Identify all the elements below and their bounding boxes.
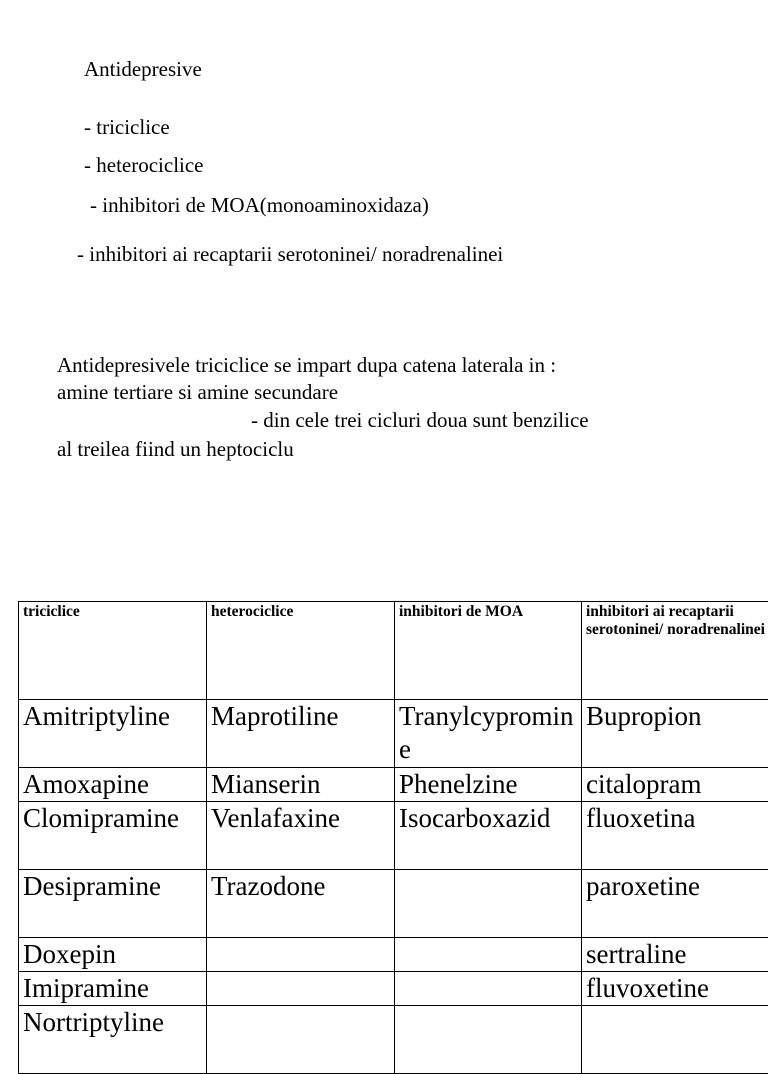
header-cell: inhibitori de MOA	[395, 602, 582, 700]
table-cell: Amoxapine	[19, 768, 207, 802]
table-cell: Tranylcypromine	[395, 700, 582, 768]
table-cell	[207, 972, 395, 1006]
table-cell: sertraline	[582, 938, 768, 972]
table-cell: Bupropion	[582, 700, 768, 768]
table-cell: Mianserin	[207, 768, 395, 802]
table-cell: fluvoxetine	[582, 972, 768, 1006]
table-cell: fluoxetina	[582, 802, 768, 870]
paragraph-line-3: - din cele trei cicluri doua sunt benzilice	[251, 406, 589, 435]
header-cell: triciclice	[19, 602, 207, 700]
table-cell: Doxepin	[19, 938, 207, 972]
class-item-moa-inhibitors: - inhibitori de MOA(monoaminoxidaza)	[90, 193, 429, 217]
table-header-row	[19, 602, 768, 700]
table-cell: Nortriptyline	[19, 1006, 207, 1074]
table-cell	[395, 938, 582, 972]
table-cell: Venlafaxine	[207, 802, 395, 870]
table-cell	[207, 1006, 395, 1074]
table-cell: Trazodone	[207, 870, 395, 938]
paragraph-line-2: amine tertiare si amine secundare	[57, 378, 338, 407]
paragraph-line-1: Antidepresivele triciclice se impart dupa catena laterala in :	[57, 351, 556, 380]
table-cell	[395, 1006, 582, 1074]
page-heading: Antidepresive	[84, 57, 202, 81]
table-row	[19, 700, 768, 768]
table-cell: citalopram	[582, 768, 768, 802]
table-row	[19, 1006, 768, 1074]
table-cell: Amitriptyline	[19, 700, 207, 768]
table-row	[19, 972, 768, 1006]
table-cell: Clomipramine	[19, 802, 207, 870]
class-item-heterociclice: - heterociclice	[84, 153, 204, 177]
table-row	[19, 768, 768, 802]
table-row	[19, 938, 768, 972]
table-cell	[395, 972, 582, 1006]
class-item-reuptake-inhibitors: - inhibitori ai recaptarii serotoninei/ noradrenalinei	[77, 242, 503, 266]
class-item-triciclice: - triciclice	[84, 115, 170, 139]
table-cell: Maprotiline	[207, 700, 395, 768]
table-cell	[582, 1006, 768, 1074]
table-row	[19, 870, 768, 938]
table-cell	[395, 870, 582, 938]
paragraph-line-4: al treilea fiind un heptociclu	[57, 435, 294, 464]
antidepressant-table	[18, 601, 768, 1074]
table-cell: paroxetine	[582, 870, 768, 938]
header-cell: inhibitori ai recaptarii serotoninei/ noradrenalinei	[582, 602, 768, 700]
table-cell	[207, 938, 395, 972]
table-cell: Phenelzine	[395, 768, 582, 802]
table-cell: Desipramine	[19, 870, 207, 938]
table-cell: Isocarboxazid	[395, 802, 582, 870]
header-cell: heterociclice	[207, 602, 395, 700]
table-row	[19, 802, 768, 870]
table-cell: Imipramine	[19, 972, 207, 1006]
